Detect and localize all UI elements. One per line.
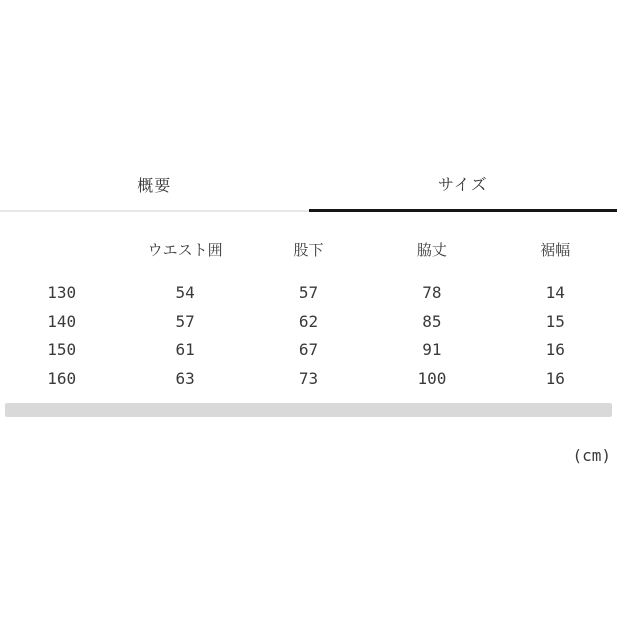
cell-inseam: 73: [298, 368, 319, 388]
row-size-label: 140: [47, 311, 77, 331]
table-row: [0, 308, 617, 337]
unit-label: (cm): [572, 446, 611, 465]
cell-waist: 57: [175, 311, 195, 331]
size-table: [0, 238, 617, 393]
cell-side-length: 78: [422, 283, 442, 302]
cell-waist: 61: [175, 340, 195, 359]
cell-side-length: 100: [417, 368, 447, 388]
cell-inseam: 67: [298, 340, 319, 359]
tab-overview[interactable]: 概要: [0, 158, 309, 212]
row-size-label: 130: [47, 283, 77, 302]
cell-hem-width: 16: [545, 368, 565, 388]
cell-inseam: 62: [298, 311, 319, 331]
table-row: [0, 336, 617, 365]
cell-waist: 63: [175, 368, 195, 388]
cell-inseam: 57: [298, 283, 319, 302]
column-header-side-length: 脇丈: [416, 242, 447, 259]
column-header-inseam: 股下: [293, 242, 324, 259]
row-size-label: 150: [47, 340, 77, 359]
size-table-header-row: [0, 238, 617, 264]
cell-hem-width: 14: [545, 283, 565, 302]
table-row: [0, 279, 617, 308]
column-header-size: [0, 238, 123, 264]
cell-hem-width: 15: [545, 311, 565, 331]
cell-hem-width: 16: [545, 340, 565, 359]
column-header-hem-width: 裾幅: [540, 242, 571, 259]
cell-waist: 54: [175, 283, 195, 302]
row-size-label: 160: [47, 368, 77, 388]
cell-side-length: 91: [422, 340, 442, 359]
cell-side-length: 85: [422, 311, 442, 331]
tab-bar: [0, 158, 617, 212]
tab-size[interactable]: サイズ: [309, 158, 617, 212]
column-header-waist: ウエスト囲: [147, 242, 223, 259]
horizontal-scrollbar[interactable]: [5, 403, 612, 417]
table-row: [0, 365, 617, 394]
